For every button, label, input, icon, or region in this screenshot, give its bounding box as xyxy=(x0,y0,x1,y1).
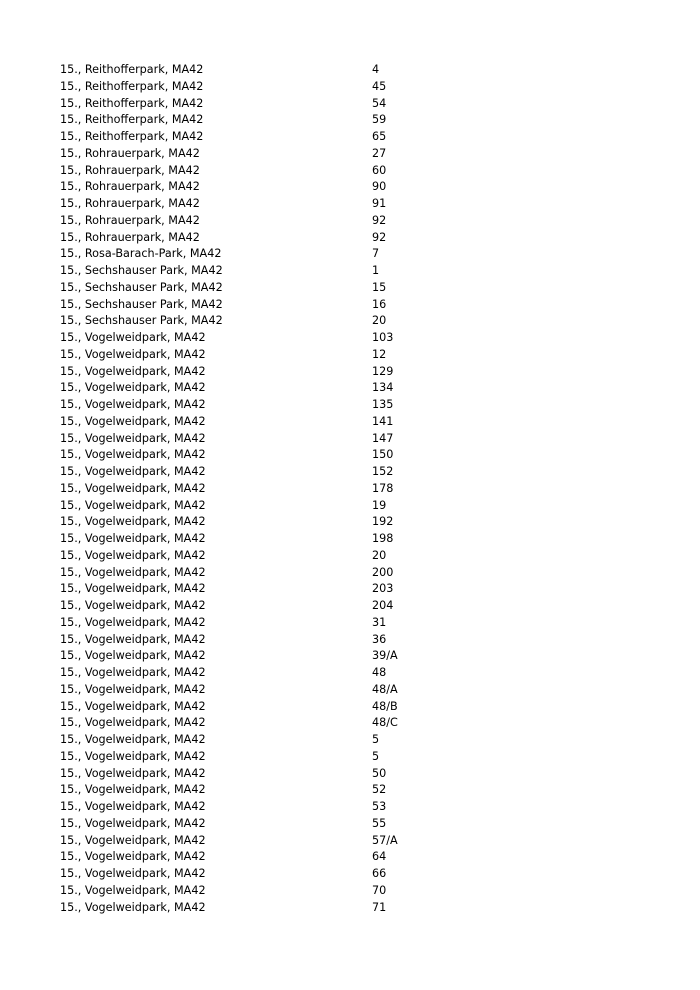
row-location: 15., Vogelweidpark, MA42 xyxy=(60,850,206,864)
table-row xyxy=(60,615,640,632)
row-location: 15., Vogelweidpark, MA42 xyxy=(60,900,206,914)
row-number: 39/A xyxy=(372,649,398,663)
row-number: 198 xyxy=(372,532,394,545)
row-number: 27 xyxy=(372,146,387,160)
table-row xyxy=(60,766,640,783)
row-location: 15., Reithofferpark, MA42 xyxy=(60,113,204,127)
row-number: 65 xyxy=(372,130,387,143)
table-row xyxy=(60,581,640,598)
table-row xyxy=(60,79,640,96)
row-location: 15., Rohrauerpark, MA42 xyxy=(60,213,200,227)
row-location: 15., Rohrauerpark, MA42 xyxy=(60,163,200,177)
row-number: 90 xyxy=(372,180,387,194)
table-row xyxy=(60,163,640,180)
row-location: 15., Vogelweidpark, MA42 xyxy=(60,867,206,880)
row-location: 15., Vogelweidpark, MA42 xyxy=(60,582,206,596)
row-location: 15., Vogelweidpark, MA42 xyxy=(60,398,206,411)
row-location: 15., Vogelweidpark, MA42 xyxy=(60,548,206,562)
row-number: 60 xyxy=(372,163,387,177)
row-number: 192 xyxy=(372,515,394,529)
table-row xyxy=(60,883,640,900)
table-row xyxy=(60,481,640,498)
row-location: 15., Sechshauser Park, MA42 xyxy=(60,297,223,311)
row-number: 1 xyxy=(372,264,380,277)
row-number: 134 xyxy=(372,381,394,395)
row-location: 15., Vogelweidpark, MA42 xyxy=(60,414,206,428)
table-row xyxy=(60,196,640,213)
row-number: 200 xyxy=(372,565,394,579)
table-row xyxy=(60,364,640,381)
row-location: 15., Vogelweidpark, MA42 xyxy=(60,666,206,679)
table-row xyxy=(60,414,640,431)
row-number: 53 xyxy=(372,800,387,813)
row-location: 15., Vogelweidpark, MA42 xyxy=(60,749,206,763)
table-row xyxy=(60,146,640,163)
row-number: 70 xyxy=(372,883,387,897)
row-number: 178 xyxy=(372,481,394,495)
row-number: 135 xyxy=(372,398,394,411)
row-number: 12 xyxy=(372,347,387,361)
row-number: 57/A xyxy=(372,833,398,847)
row-location: 15., Rohrauerpark, MA42 xyxy=(60,230,200,244)
table-row xyxy=(60,179,640,196)
row-number: 129 xyxy=(372,364,394,378)
row-number: 59 xyxy=(372,113,387,127)
row-location: 15., Rohrauerpark, MA42 xyxy=(60,197,200,210)
table-row xyxy=(60,129,640,146)
table-row xyxy=(60,900,640,917)
row-number: 204 xyxy=(372,599,394,612)
row-location: 15., Rosa-Barach-Park, MA42 xyxy=(60,247,222,261)
row-location: 15., Vogelweidpark, MA42 xyxy=(60,800,206,813)
table-row xyxy=(60,62,640,79)
table-row xyxy=(60,347,640,364)
row-number: 55 xyxy=(372,816,387,830)
table-row xyxy=(60,230,640,247)
row-number: 15 xyxy=(372,280,387,294)
row-number: 36 xyxy=(372,632,387,646)
row-location: 15., Vogelweidpark, MA42 xyxy=(60,766,206,780)
row-location: 15., Sechshauser Park, MA42 xyxy=(60,314,223,328)
row-location: 15., Vogelweidpark, MA42 xyxy=(60,682,206,696)
row-location: 15., Vogelweidpark, MA42 xyxy=(60,615,206,629)
row-number: 66 xyxy=(372,867,387,880)
row-number: 91 xyxy=(372,197,387,210)
row-location: 15., Vogelweidpark, MA42 xyxy=(60,448,206,462)
row-location: 15., Vogelweidpark, MA42 xyxy=(60,431,206,445)
row-number: 141 xyxy=(372,414,394,428)
row-location: 15., Vogelweidpark, MA42 xyxy=(60,733,206,746)
table-row xyxy=(60,263,640,280)
table-row xyxy=(60,213,640,230)
row-location: 15., Sechshauser Park, MA42 xyxy=(60,280,223,294)
table-row xyxy=(60,732,640,749)
row-location: 15., Vogelweidpark, MA42 xyxy=(60,465,206,478)
row-location: 15., Vogelweidpark, MA42 xyxy=(60,716,206,730)
row-location: 15., Vogelweidpark, MA42 xyxy=(60,381,206,395)
table-row xyxy=(60,531,640,548)
table-row xyxy=(60,447,640,464)
row-number: 7 xyxy=(372,247,380,261)
row-number: 64 xyxy=(372,850,387,864)
row-location: 15., Vogelweidpark, MA42 xyxy=(60,833,206,847)
row-number: 31 xyxy=(372,615,387,629)
table-row xyxy=(60,799,640,816)
row-location: 15., Vogelweidpark, MA42 xyxy=(60,816,206,830)
row-location: 15., Vogelweidpark, MA42 xyxy=(60,347,206,361)
row-number: 152 xyxy=(372,465,394,478)
table-row xyxy=(60,431,640,448)
row-number: 147 xyxy=(372,431,394,445)
row-number: 92 xyxy=(372,230,387,244)
table-row xyxy=(60,96,640,113)
data-table xyxy=(60,62,640,916)
table-row xyxy=(60,380,640,397)
row-number: 54 xyxy=(372,96,387,110)
table-row xyxy=(60,699,640,716)
row-location: 15., Vogelweidpark, MA42 xyxy=(60,783,206,797)
table-row xyxy=(60,598,640,615)
table-row xyxy=(60,782,640,799)
table-row xyxy=(60,280,640,297)
row-number: 150 xyxy=(372,448,394,462)
table-row xyxy=(60,866,640,883)
row-location: 15., Vogelweidpark, MA42 xyxy=(60,699,206,713)
table-row xyxy=(60,548,640,565)
row-number: 16 xyxy=(372,297,387,311)
table-row xyxy=(60,715,640,732)
row-number: 19 xyxy=(372,498,387,512)
row-location: 15., Reithofferpark, MA42 xyxy=(60,63,204,76)
row-number: 52 xyxy=(372,783,387,797)
table-row xyxy=(60,833,640,850)
row-location: 15., Sechshauser Park, MA42 xyxy=(60,264,223,277)
row-number: 103 xyxy=(372,331,394,344)
row-location: 15., Vogelweidpark, MA42 xyxy=(60,532,206,545)
row-number: 92 xyxy=(372,213,387,227)
row-number: 45 xyxy=(372,79,387,93)
table-row xyxy=(60,246,640,263)
table-row xyxy=(60,498,640,515)
table-row xyxy=(60,749,640,766)
row-location: 15., Reithofferpark, MA42 xyxy=(60,96,204,110)
row-location: 15., Vogelweidpark, MA42 xyxy=(60,331,206,344)
row-location: 15., Vogelweidpark, MA42 xyxy=(60,883,206,897)
table-row xyxy=(60,464,640,481)
row-location: 15., Reithofferpark, MA42 xyxy=(60,79,204,93)
row-location: 15., Vogelweidpark, MA42 xyxy=(60,599,206,612)
row-location: 15., Rohrauerpark, MA42 xyxy=(60,180,200,194)
table-row xyxy=(60,514,640,531)
row-number: 20 xyxy=(372,314,387,328)
row-number: 48 xyxy=(372,666,387,679)
table-row xyxy=(60,397,640,414)
row-location: 15., Vogelweidpark, MA42 xyxy=(60,498,206,512)
table-row xyxy=(60,665,640,682)
row-location: 15., Rohrauerpark, MA42 xyxy=(60,146,200,160)
table-row xyxy=(60,297,640,314)
table-row xyxy=(60,682,640,699)
table-row xyxy=(60,330,640,347)
row-location: 15., Vogelweidpark, MA42 xyxy=(60,481,206,495)
table-row xyxy=(60,313,640,330)
row-number: 48/A xyxy=(372,682,398,696)
table-row xyxy=(60,849,640,866)
row-number: 48/B xyxy=(372,699,398,713)
row-location: 15., Vogelweidpark, MA42 xyxy=(60,632,206,646)
row-number: 71 xyxy=(372,900,387,914)
table-row xyxy=(60,112,640,129)
row-location: 15., Vogelweidpark, MA42 xyxy=(60,565,206,579)
row-number: 48/C xyxy=(372,716,398,730)
table-row xyxy=(60,565,640,582)
row-location: 15., Vogelweidpark, MA42 xyxy=(60,649,206,663)
table-row xyxy=(60,648,640,665)
row-number: 203 xyxy=(372,582,394,596)
row-location: 15., Reithofferpark, MA42 xyxy=(60,130,204,143)
row-location: 15., Vogelweidpark, MA42 xyxy=(60,515,206,529)
row-number: 4 xyxy=(372,63,380,76)
row-number: 20 xyxy=(372,548,387,562)
row-location: 15., Vogelweidpark, MA42 xyxy=(60,364,206,378)
table-row xyxy=(60,816,640,833)
row-number: 5 xyxy=(372,749,380,763)
table-row xyxy=(60,632,640,649)
row-number: 50 xyxy=(372,766,387,780)
row-number: 5 xyxy=(372,733,380,746)
